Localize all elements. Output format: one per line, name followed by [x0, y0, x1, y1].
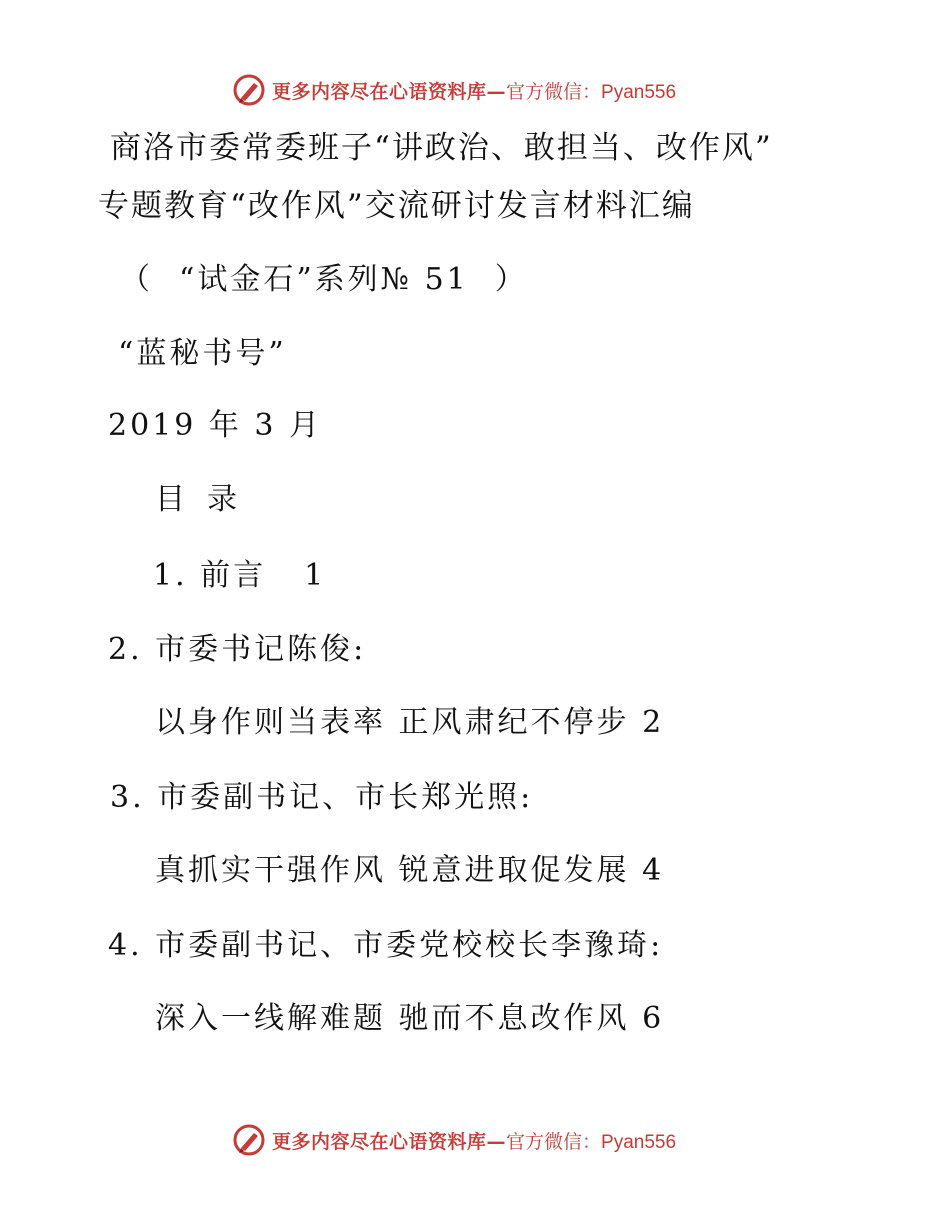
series-text: “试金石”系列№ 51: [179, 262, 469, 297]
toc-item-author: 市委副书记、市长郑光照:: [157, 780, 534, 815]
toc-item-4-title: 深入一线解难题 驰而不息改作风 6: [155, 1001, 665, 1036]
toc-item-4: [108, 926, 663, 966]
toc-item-title: 前言: [200, 558, 267, 593]
date-line: 2019 年 3 月: [108, 408, 323, 443]
watermark-text: 更多内容尽在心语资料库—: [272, 80, 507, 103]
document-title-line1: 商洛市委常委班子“讲政治、敢担当、改作风”: [110, 130, 773, 166]
watermark-banner-bottom: [232, 1120, 712, 1160]
toc-item-number: 1.: [153, 558, 188, 593]
watermark-wechat: 官方微信：Pyan556: [506, 1131, 677, 1153]
toc-item-2-title: 以身作则当表率 正风肃纪不停步 2: [155, 705, 665, 740]
toc-item-author: 市委书记陈俊:: [155, 632, 367, 667]
source-line: “蓝秘书号”: [118, 336, 287, 371]
toc-item-1: [153, 556, 326, 596]
toc-item-number: 4.: [108, 928, 143, 963]
toc-item-3: [110, 778, 533, 818]
toc-heading: 目录: [155, 482, 259, 517]
toc-item-page: 1: [304, 558, 327, 593]
series-line: [120, 260, 528, 300]
pen-logo-icon: [232, 1123, 266, 1157]
watermark-banner-top: [232, 70, 712, 110]
watermark-wechat: 官方微信：Pyan556: [506, 81, 677, 103]
toc-item-2: [108, 630, 366, 670]
toc-item-number: 3.: [110, 780, 145, 815]
series-close-paren: ）: [494, 262, 528, 297]
watermark-text: 更多内容尽在心语资料库—: [272, 1130, 507, 1153]
series-open-paren: （: [120, 262, 153, 297]
document-title-line2: 专题教育“改作风”交流研讨发言材料汇编: [98, 188, 695, 224]
toc-item-author: 市委副书记、市委党校校长李豫琦:: [155, 928, 664, 963]
pen-logo-icon: [232, 73, 266, 107]
toc-item-3-title: 真抓实干强作风 锐意进取促发展 4: [155, 853, 665, 888]
toc-item-number: 2.: [108, 632, 143, 667]
